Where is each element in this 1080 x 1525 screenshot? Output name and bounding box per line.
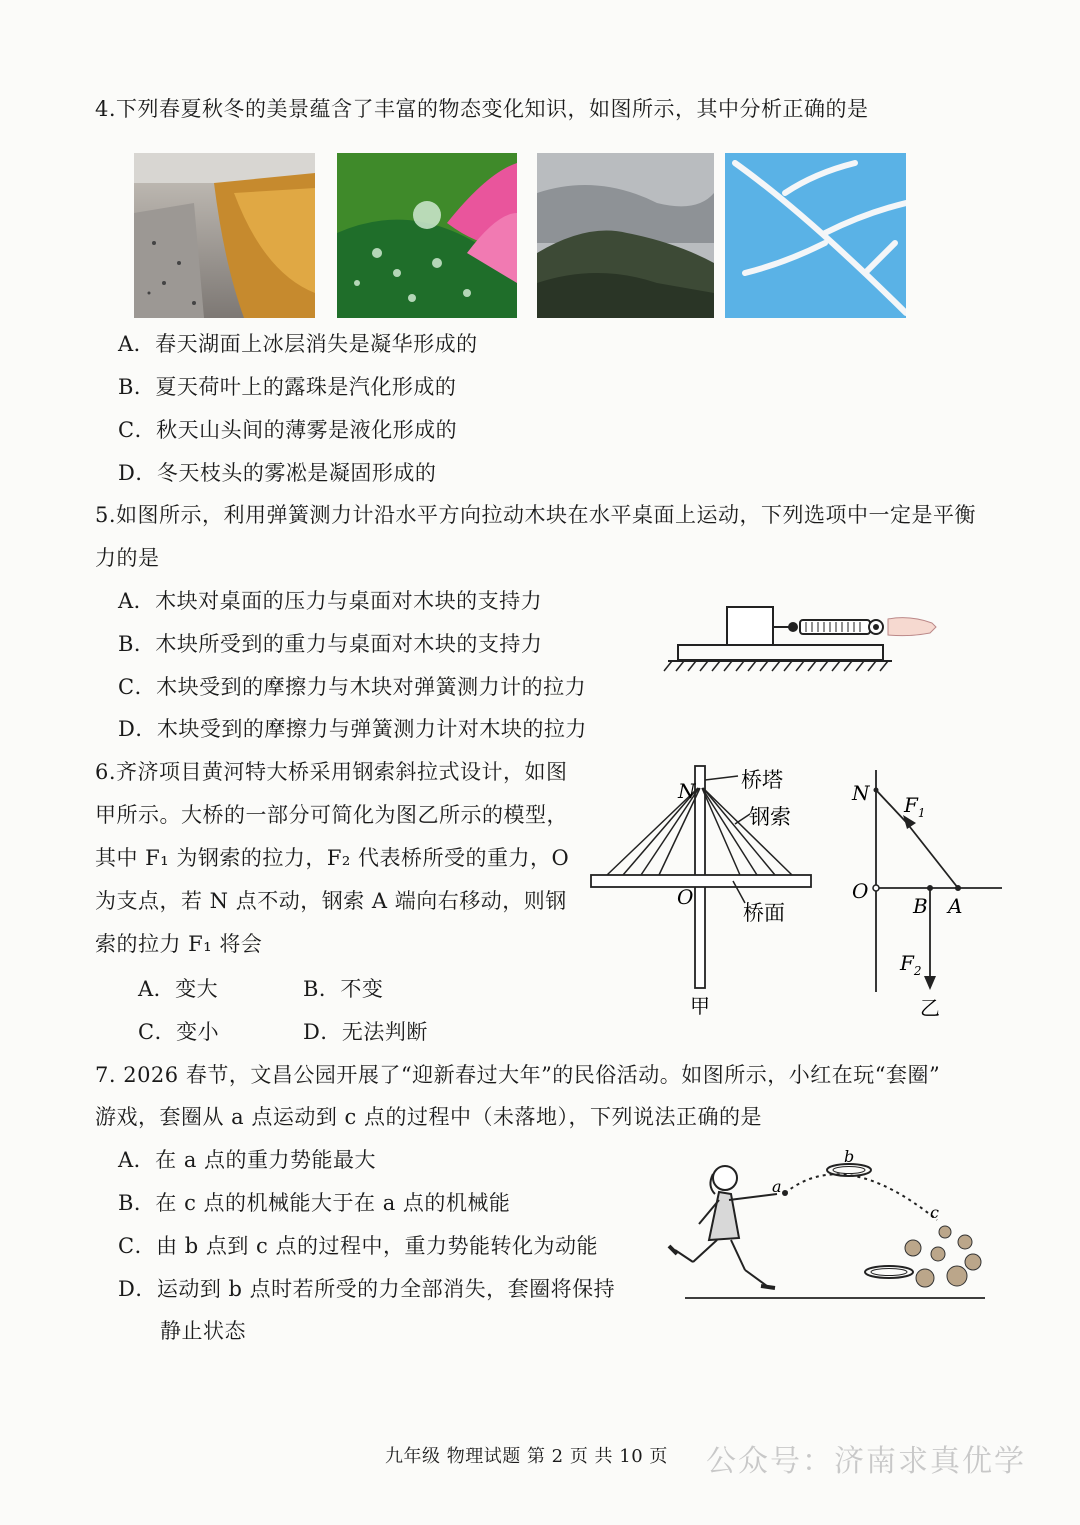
jia-point-n-label: N [678,779,696,803]
yi-f2-label: $F_2$ [900,951,922,978]
page-footer: 九年级 物理试题 第 2 页 共 10 页 [385,1446,668,1467]
wechat-watermark: 公众号：济南求真优学 [706,1444,1026,1479]
q7-stem-line2: 游戏，套圈从 a 点运动到 c 点的过程中（未落地），下列说法正确的是 [95,1105,762,1129]
q4-option-a: A．春天湖面上冰层消失是凝华形成的 [118,332,478,356]
q6-option-a: A．变大 [138,977,219,1001]
bridge-figure-jia [585,758,825,1020]
q4-stem: 4.下列春夏秋冬的美景蕴含了丰富的物态变化知识，如图所示，其中分析正确的是 [95,97,869,121]
yi-point-o-label: O [852,879,869,903]
q5-stem-line1: 5.如图所示，利用弹簧测力计沿水平方向拉动木块在水平桌面上运动，下列选项中一定是平衡 [95,503,977,527]
q7-option-d: D．运动到 b 点时若所受的力全部消失，套圈将保持 [118,1277,616,1301]
q6-stem-line1: 6.齐济项目黄河特大桥采用钢索斜拉式设计，如图 [95,760,568,784]
q6-option-c: C．变小 [138,1020,220,1044]
q6-stem-line3: 其中 F₁ 为钢索的拉力，F₂ 代表桥所受的重力，O [95,846,570,870]
q6-stem-line4: 为支点，若 N 点不动，钢索 A 端向右移动，则钢 [95,889,567,913]
spring-lake-photo [134,153,315,318]
ring-point-b-label: b [844,1150,855,1166]
lever-model-figure-yi [840,770,1010,1020]
q5-stem-line2: 力的是 [95,546,160,570]
q7-option-c: C．由 b 点到 c 点的过程中，重力势能转化为动能 [118,1234,598,1258]
yi-caption: 乙 [920,996,940,1020]
autumn-fog-photo [537,153,714,318]
yi-point-n-label: N [852,781,870,805]
girl-figure [669,1166,777,1288]
toy-prizes [905,1226,981,1287]
jia-cable-label: 钢索 [749,805,791,829]
winter-rime-photo [725,153,906,318]
block-spring-scale-figure [660,595,940,680]
q5-option-b: B．木块所受到的重力与桌面对木块的支持力 [118,632,543,656]
q6-stem-line5: 索的拉力 F₁ 将会 [95,932,263,956]
yi-point-a-label: A [948,894,963,918]
q5-option-a: A．木块对桌面的压力与桌面对木块的支持力 [118,589,543,613]
q7-option-a: A．在 a 点的重力势能最大 [118,1148,377,1172]
jia-tower-label: 桥塔 [741,768,783,792]
yi-f1-label: $F_1$ [904,793,926,820]
q7-option-d-continued: 静止状态 [160,1319,246,1343]
summer-dew-photo [337,153,517,318]
q6-option-b: B．不变 [303,977,384,1001]
jia-caption: 甲 [690,994,710,1018]
yi-point-b-label: B [913,894,928,918]
q5-option-d: D．木块受到的摩擦力与弹簧测力计对木块的拉力 [118,717,587,741]
ring-point-c-label: c [930,1203,939,1222]
q6-stem-line2: 甲所示。大桥的一部分可简化为图乙所示的模型， [95,803,568,827]
q4-option-d: D．冬天枝头的雾凇是凝固形成的 [118,461,437,485]
jia-point-o-label: O [677,885,694,909]
jia-deck-label: 桥面 [743,901,785,925]
q7-stem-line1: 7. 2026 春节，文昌公园开展了“迎新春过大年”的民俗活动。如图所示，小红在玩“套圈” [95,1063,941,1087]
q5-option-c: C．木块受到的摩擦力与木块对弹簧测力计的拉力 [118,675,587,699]
q4-option-b: B．夏天荷叶上的露珠是汽化形成的 [118,375,457,399]
q7-option-b: B．在 c 点的机械能大于在 a 点的机械能 [118,1191,511,1215]
q6-option-d: D．无法判断 [303,1020,428,1044]
ring-point-a-label: a [772,1177,782,1196]
ring-toss-figure [655,1150,995,1300]
q4-option-c: C．秋天山头间的薄雾是液化形成的 [118,418,458,442]
